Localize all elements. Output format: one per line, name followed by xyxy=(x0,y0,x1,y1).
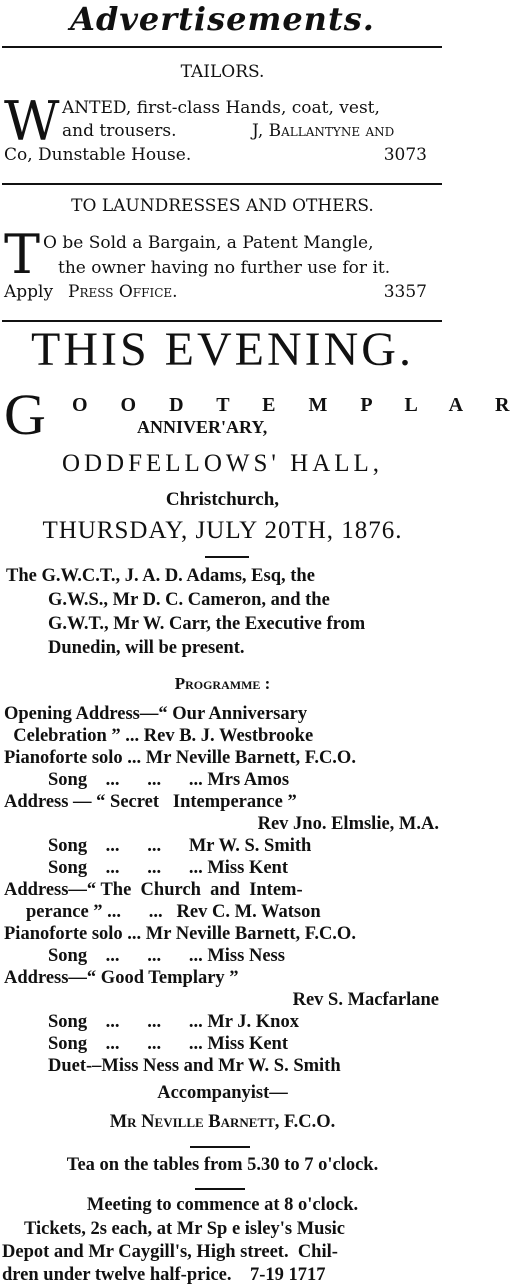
programme-line: Song ... ... ... Miss Ness xyxy=(48,946,285,966)
programme-line: perance ” ... ... Rev C. M. Watson xyxy=(26,902,321,922)
ad3-tickets-line: dren under twelve half-price. 7-19 1717 xyxy=(2,1265,326,1285)
ad3-tea: Tea on the tables from 5.30 to 7 o'clock. xyxy=(66,1155,379,1175)
ad1-line1: ANTED, first-class Hands, coat, vest, xyxy=(62,98,380,118)
ad3-tea-rule xyxy=(195,1188,245,1190)
programme-line: Song ... ... ... Miss Kent xyxy=(48,858,289,878)
programme-line: Celebration ” ... Rev B. J. Westbrooke xyxy=(4,726,314,746)
masthead: Advertisements. xyxy=(70,0,375,38)
ad3-accompanyist-name: Mr Neville Barnett, F.C.O. xyxy=(109,1112,336,1132)
ad1-heading: TAILORS. xyxy=(180,62,265,82)
programme-line: Song ... ... ... Mrs Amos xyxy=(48,770,290,790)
programme-line: Rev S. Macfarlane xyxy=(292,990,439,1010)
programme-line: Address — “ Secret Intemperance ” xyxy=(4,792,297,812)
ad3-venue: ODDFELLOWS' HALL, xyxy=(61,450,384,477)
ad3-drop-cap: G xyxy=(4,382,46,447)
ad3-programme-heading: Programme : xyxy=(174,674,271,693)
programme-line: Address—“ Good Templary ” xyxy=(4,968,239,988)
ad2-line1: O be Sold a Bargain, a Patent Mangle, xyxy=(43,233,374,253)
ad3-date: THURSDAY, JULY 20TH, 1876. xyxy=(42,517,403,544)
ad2-drop-cap: T xyxy=(4,223,41,286)
programme-line: Rev Jno. Elmslie, M.A. xyxy=(257,814,439,834)
ad3-title2: ANNIVER'ARY, xyxy=(137,417,268,437)
programme-line: Pianoforte solo ... Mr Neville Barnett, F.C.O. xyxy=(4,748,356,768)
ad3-accompanyist-label: Accompanyist— xyxy=(157,1083,288,1103)
ad2-line3b: Press Office. xyxy=(68,282,178,302)
ad3-accompanyist-rule xyxy=(190,1146,250,1148)
programme-line: Address—“ The Church and Intem- xyxy=(4,880,303,900)
masthead-rule xyxy=(2,46,442,48)
ad3-headline: THIS EVENING. xyxy=(31,323,414,376)
ad3-intro-line: G.W.T., Mr W. Carr, the Executive from xyxy=(48,614,366,634)
programme-line: Opening Address—“ Our Anniversary xyxy=(4,704,308,724)
ad2-line3a: Apply xyxy=(4,282,54,302)
ad3-intro-line: Dunedin, will be present. xyxy=(48,638,245,658)
ad3-intro-line: G.W.S., Mr D. C. Cameron, and the xyxy=(48,590,330,610)
ad3-meeting: Meeting to commence at 8 o'clock. xyxy=(86,1195,359,1215)
ad1-line2b: J, Ballantyne and xyxy=(252,121,395,141)
ad1-line2a: and trousers. xyxy=(62,121,177,141)
ad1-rule xyxy=(2,183,442,185)
ad1-line3: Co, Dunstable House. xyxy=(4,145,192,165)
ad1-drop-cap: W xyxy=(4,90,60,153)
ad2-heading: TO LAUNDRESSES AND OTHERS. xyxy=(71,196,374,216)
programme-line: Song ... ... ... Mr J. Knox xyxy=(48,1012,299,1032)
ad2-line2: the owner having no further use for it. xyxy=(58,258,391,278)
ad1-ref: 3073 xyxy=(383,145,427,165)
programme-line: Pianoforte solo ... Mr Neville Barnett, F.C.O. xyxy=(4,924,356,944)
ad3-date-rule xyxy=(205,556,249,558)
programme-line: Song ... ... ... Miss Kent xyxy=(48,1034,289,1054)
ad3-tickets-line: Tickets, 2s each, at Mr Sp e isley's Music xyxy=(24,1219,345,1239)
ad3-title1: O O D T E M P L A R xyxy=(72,394,523,416)
ad2-ref: 3357 xyxy=(383,282,427,302)
ad3-city: Christchurch, xyxy=(165,489,280,510)
programme-line: Song ... ... Mr W. S. Smith xyxy=(48,836,312,856)
ad3-tickets-line: Depot and Mr Caygill's, High street. Chil- xyxy=(2,1242,338,1262)
programme-line: Duet-–Miss Ness and Mr W. S. Smith xyxy=(48,1056,341,1076)
ad3-intro-line: The G.W.C.T., J. A. D. Adams, Esq, the xyxy=(6,566,315,586)
